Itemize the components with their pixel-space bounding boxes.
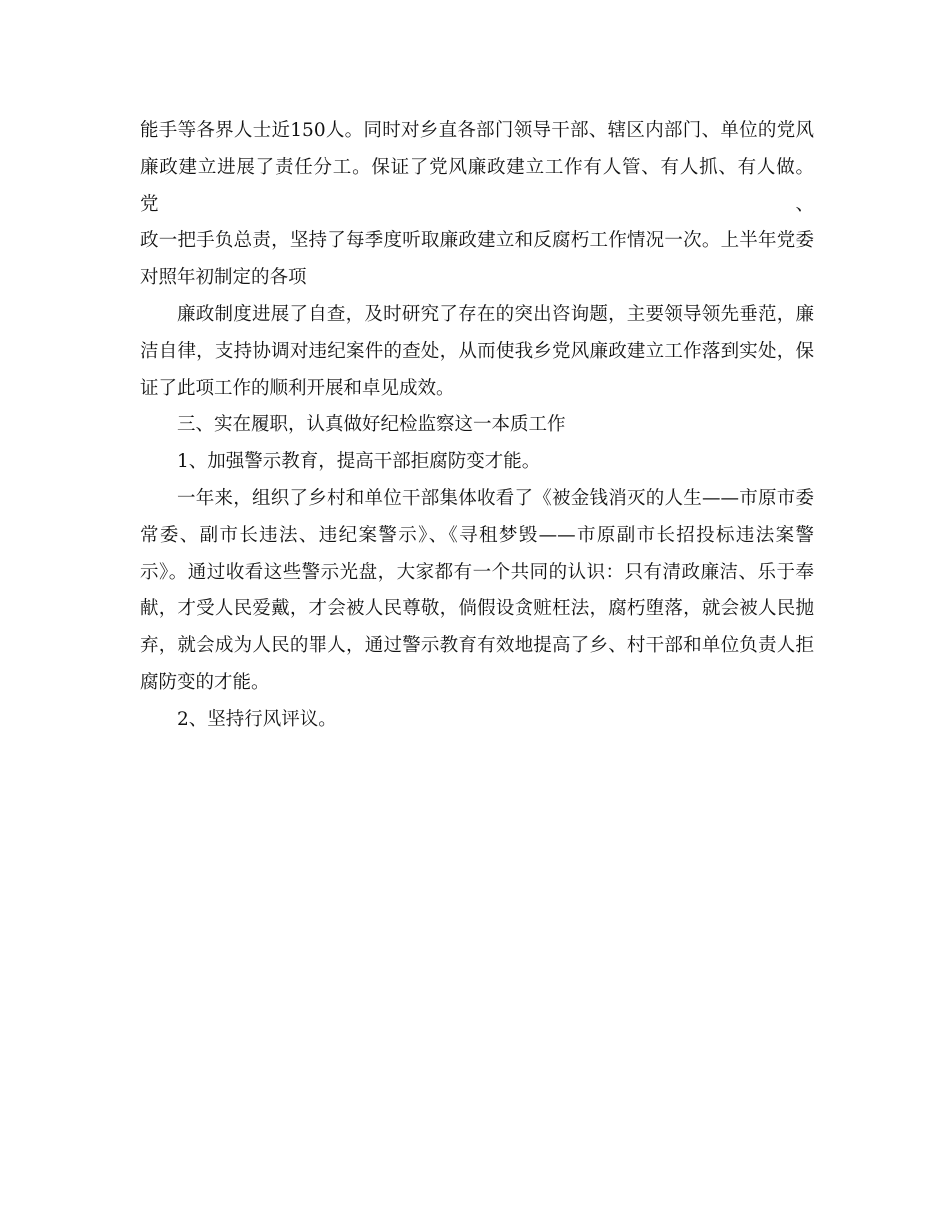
document-body [140,113,814,739]
text-line: 献，才受人民爱戴，才会被人民尊敬，倘假设贪赃枉法，腐朽堕落，就会被人民抛 [140,598,814,620]
text-line: 证了此项工作的顺利开展和卓见成效。 [140,377,455,399]
text-line: 政一把手负总责，坚持了每季度听取廉政建立和反腐朽工作情况一次。上半年党委 [140,230,814,252]
section-heading [140,407,814,444]
subheading-1 [140,444,814,481]
text-line: 腐防变的才能。 [140,671,270,693]
text-line: 示》。通过收看这些警示光盘，大家都有一个共同的认识：只有清政廉洁、乐于奉 [140,561,814,583]
text-line: 常委、副市长违法、违纪案警示》、《寻租梦毁——市原副市长招投标违法案警 [140,524,814,546]
subheading-2 [140,702,814,739]
heading-line: 1、加强警示教育，提高干部拒腐防变才能。 [177,451,541,473]
paragraph-5 [140,481,814,702]
text-line: 一年来，组织了乡村和单位干部集体收看了《被金钱消灭的人生——市原市委 [177,487,814,509]
text-line: 廉政制度进展了自查，及时研究了存在的突出咨询题，主要领导领先垂范，廉 [177,303,814,325]
text-line: 弃，就会成为人民的罪人，通过警示教育有效地提高了乡、村干部和单位负责人拒 [140,635,814,657]
text-line: 能手等各界人士近150人。同时对乡直各部门领导干部、辖区内部门、单位的党风 [140,120,814,141]
paragraph-2 [140,297,814,407]
text-line: 廉政建立进展了责任分工。保证了党风廉政建立工作有人管、有人抓、有人做。党、 [140,156,814,215]
heading-line: 三、实在履职，认真做好纪检监察这一本质工作 [177,414,566,436]
paragraph-1 [140,113,814,297]
text-line: 对照年初制定的各项 [140,267,307,289]
text-line: 洁自律，支持协调对违纪案件的查处，从而使我乡党风廉政建立工作落到实处，保 [140,340,814,362]
heading-line: 2、坚持行风评议。 [177,708,337,730]
